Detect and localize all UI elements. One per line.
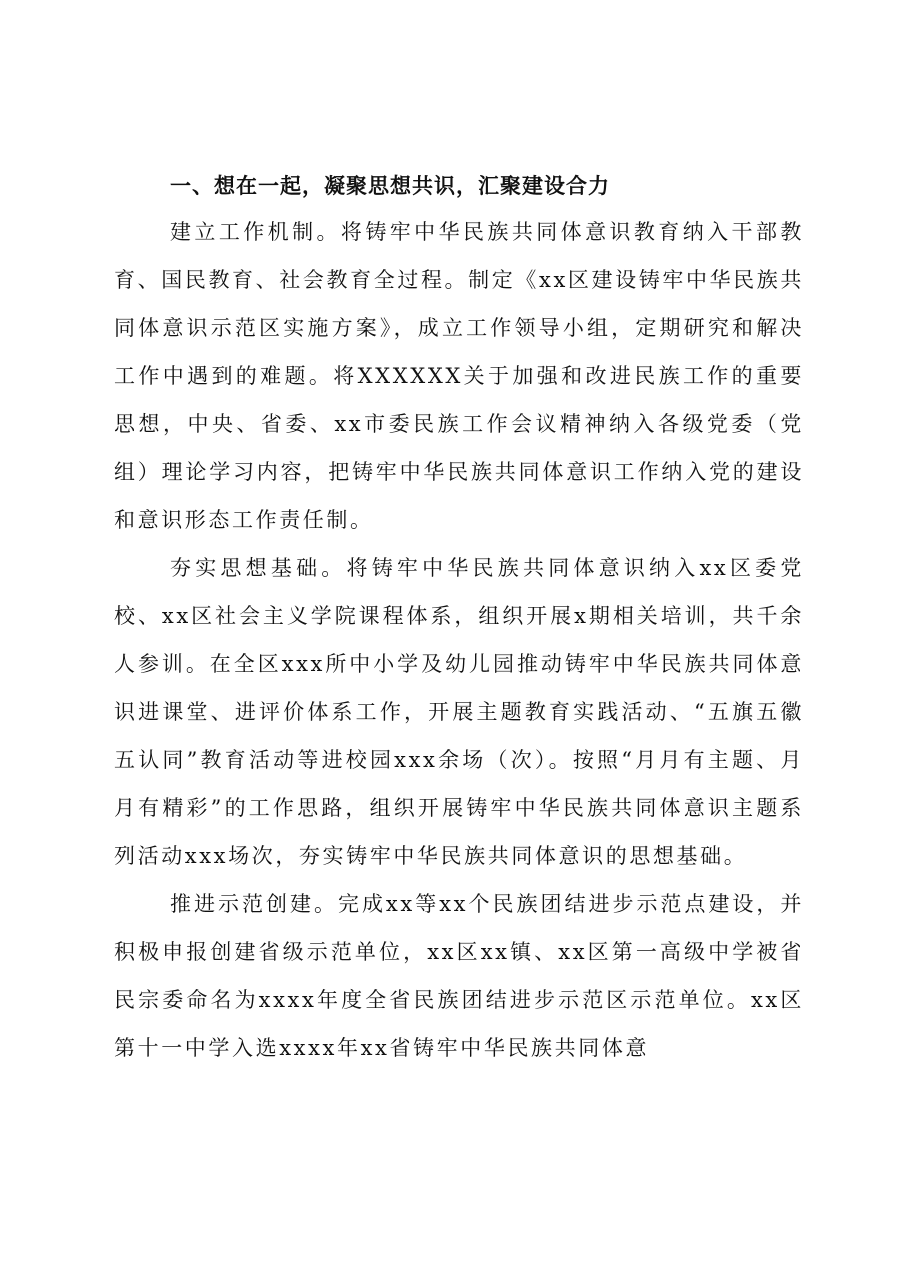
document-body: [114, 164, 804, 1072]
paragraph-consolidate-foundation: 夯实思想基础。将铸牢中华民族共同体意识纳入xx区委党校、xx区社会主义学院课程体系，组织开展x期相关培训，共千余人参训。在全区xxx所中小学及幼儿园推动铸牢中华民族共同体意识进课堂、进评价体系工作，开展主题教育实践活动、“五旗五徽五认同”教育活动等进校园xxx余场（次）。按照“月月有主题、月月有精彩”的工作思路，组织开展铸牢中华民族共同体意识主题系列活动xxx场次，夯实铸牢中华民族共同体意识的思想基础。: [114, 556, 804, 868]
section-heading: 一、想在一起，凝聚思想共识，汇聚建设合力: [170, 174, 610, 198]
paragraph-promote-demonstration: 推进示范创建。完成xx等xx个民族团结进步示范点建设，并积极申报创建省级示范单位，xx区xx镇、xx区第一高级中学被省民宗委命名为xxxx年度全省民族团结进步示范区示范单位。xx区第十一中学入选xxxx年xx省铸牢中华民族共同体意: [114, 892, 804, 1060]
paragraph-establish-mechanism: 建立工作机制。将铸牢中华民族共同体意识教育纳入干部教育、国民教育、社会教育全过程。制定《xx区建设铸牢中华民族共同体意识示范区实施方案》，成立工作领导小组，定期研究和解决工作中遇到的难题。将XXXXXX关于加强和改进民族工作的重要思想，中央、省委、xx市委民族工作会议精神纳入各级党委（党组）理论学习内容，把铸牢中华民族共同体意识工作纳入党的建设和意识形态工作责任制。: [114, 220, 804, 532]
